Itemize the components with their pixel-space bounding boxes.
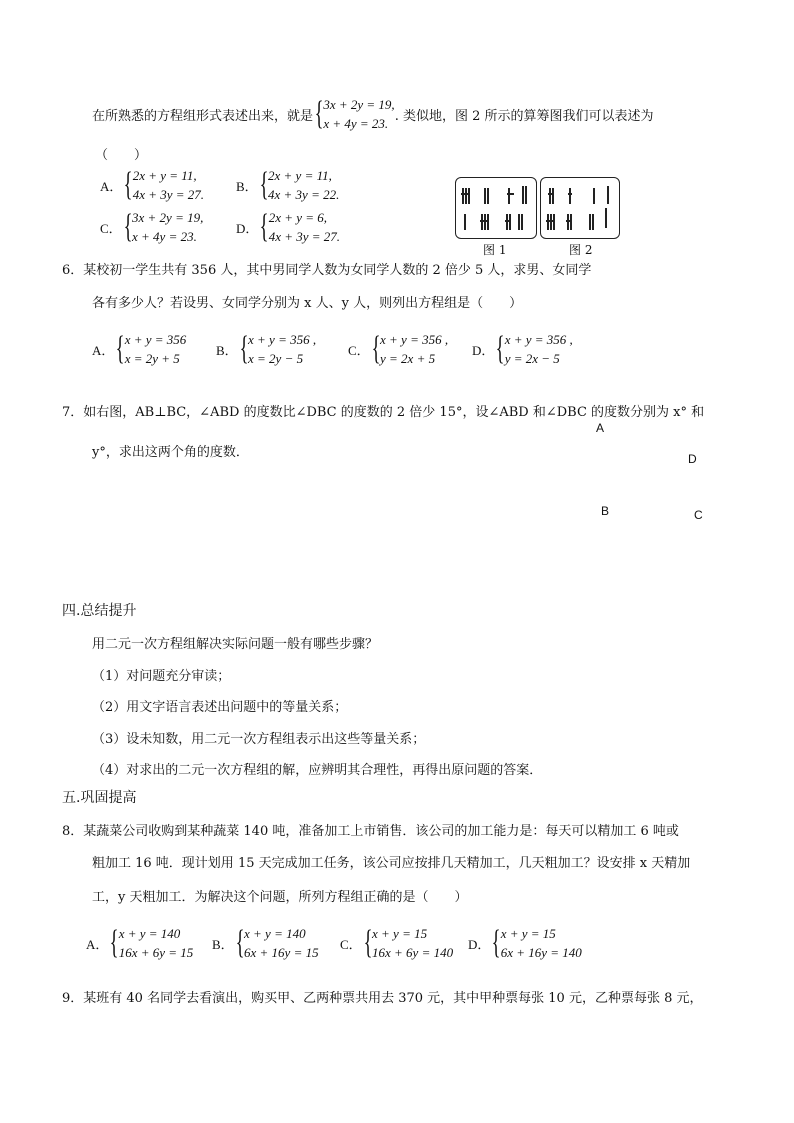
q8-line1: 8．某蔬菜公司收购到某种蔬菜 140 吨，准备加工上市销售．该公司的加工能力是：每天可以精加工 6 吨或 [62,824,679,839]
q7-line2: y°，求出这两个角的度数． [92,445,249,460]
q6-option-d[interactable]: D． { x + y = 356 , y = 2x − 5 [472,330,573,367]
point-label-d: D [688,452,697,466]
figure-1-caption: 图 1 [483,243,507,257]
section-4-question: 用二元一次方程组解决实际问题一般有哪些步骤？ [92,637,379,652]
q8-line2: 粗加工 16 吨．现计划用 15 天完成加工任务，该公司应按排几天精加工，几天粗加工？设安排 x 天精加 [92,856,691,871]
q5-line1 [92,95,654,133]
q5-option-c[interactable]: C． { 3x + 2y = 19, x + 4y = 23. [100,208,204,245]
step-4: （4）对求出的二元一次方程组的解，应辨明其合理性，再得出原问题的答案． [92,763,543,778]
q5-answer-bracket: （ ） [95,148,148,163]
figure-2-caption: 图 2 [569,243,593,257]
section-5-title: 五.巩固提高 [62,790,137,806]
q6-option-c[interactable]: C． { x + y = 356 , y = 2x + 5 [348,330,449,367]
counting-rod-figure-1 [455,177,537,239]
q5-line1-tail: . 类似地，图 2 所示的算筹图我们可以表述为 [394,108,654,124]
point-label-b: B [601,504,610,518]
q6-line2: 各有多少人？若设男、女同学分别为 x 人、y 人，则列出方程组是（ ） [92,296,523,311]
q8-option-c[interactable]: C． { x + y = 15 16x + 6y = 140 [340,924,454,961]
q6-line1: 6．某校初一学生共有 356 人，其中男同学人数为女同学人数的 2 倍少 5 人，求男、女同学 [62,263,592,278]
section-4-title: 四.总结提升 [62,603,137,619]
point-label-a: A [596,421,605,435]
q5-line1-text: 在所熟悉的方程组形式表述出来，就是 [92,108,314,124]
step-3: （3）设未知数，用二元一次方程组表示出这些等量关系； [92,732,426,747]
q5-option-b[interactable]: B． { 2x + y = 11, 4x + 3y = 22. [236,166,340,203]
q8-line3: 工，y 天粗加工．为解决这个问题，所列方程组正确的是（ ） [92,890,468,905]
step-2: （2）用文字语言表述出问题中的等量关系； [92,700,348,715]
q5-option-a[interactable]: A． { 2x + y = 11, 4x + 3y = 27. [100,166,205,203]
q5-option-d[interactable]: D． { 2x + y = 6, 4x + 3y = 27. [236,208,341,245]
q6-option-b[interactable]: B． { x + y = 356 , x = 2y − 5 [216,330,317,367]
counting-rod-figure-2 [540,177,620,239]
q9-line1: 9．某班有 40 名同学去看演出，购买甲、乙两种票共用去 370 元，其中甲种票每张 10 元，乙种票每张 8 元， [62,991,703,1006]
q8-option-b[interactable]: B． { x + y = 140 6x + 16y = 15 [212,924,319,961]
q6-option-a[interactable]: A． { x + y = 356 x = 2y + 5 [92,330,187,367]
step-1: （1）对问题充分审读； [92,669,231,684]
q8-option-d[interactable]: D． { x + y = 15 6x + 16y = 140 [468,924,582,961]
point-label-c: C [694,508,703,522]
q8-option-a[interactable]: A． { x + y = 140 16x + 6y = 15 [86,924,194,961]
q7-line1: 7．如右图，AB⊥BC，∠ABD 的度数比∠DBC 的度数的 2 倍少 15°，设∠ABD 和∠DBC 的度数分别为 x° 和 [62,405,705,420]
q5-given-system: { 3x + 2y = 19, x + 4y = 23. [314,95,395,132]
